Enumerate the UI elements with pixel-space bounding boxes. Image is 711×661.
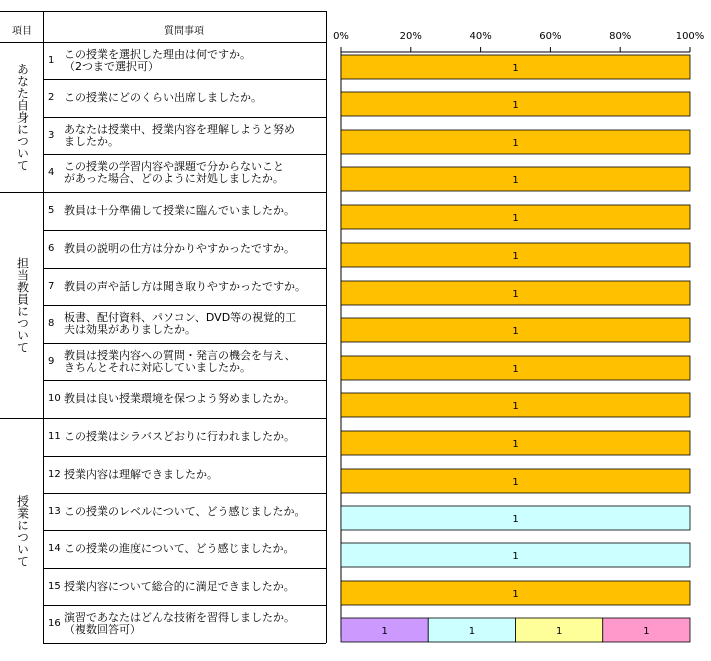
question-number: 10 xyxy=(48,393,61,404)
x-tick-label: 100% xyxy=(675,31,705,42)
bar-data-label: 1 xyxy=(555,626,563,637)
bar-data-label: 1 xyxy=(512,251,519,262)
x-tick-label: 60% xyxy=(539,31,562,42)
question-text: 教員は授業内容への質問・発言の機会を与え、 きちんとそれに対応していましたか。 xyxy=(64,348,296,374)
question-text: この授業の学習内容や課題で分からないこと があった場合、どのように対処しましたか。 xyxy=(64,160,284,185)
question-number: 11 xyxy=(48,431,61,442)
bar-data-label: 1 xyxy=(512,364,519,375)
question-number: 2 xyxy=(48,92,55,103)
bar-data-label: 1 xyxy=(512,401,519,412)
question-number: 4 xyxy=(48,167,55,178)
question-text: この授業を選択した理由は何ですか。 （2つまで選択可） xyxy=(64,47,251,73)
x-tick-label: 20% xyxy=(399,31,422,42)
question-text: 教員は十分準備して授業に臨んでいましたか。 xyxy=(64,204,295,217)
bar-data-label: 1 xyxy=(512,175,519,186)
bar-data-label: 1 xyxy=(512,589,519,600)
question-text: この授業のレベルについて、どう感じましたか。 xyxy=(64,504,306,518)
bar-data-label: 1 xyxy=(512,138,519,149)
bar-data-label: 1 xyxy=(643,626,650,637)
question-text: 板書、配付資料、パソコン、DVD等の視覚的工 夫は効果がありましたか。 xyxy=(64,311,297,336)
question-text: この授業の進度について、どう感じましたか。 xyxy=(64,542,295,555)
bar-data-label: 1 xyxy=(512,100,519,111)
x-tick-label: 40% xyxy=(469,31,492,42)
header-item-label: 項目 xyxy=(12,26,32,37)
bar-data-label: 1 xyxy=(512,289,519,300)
bar-data-label: 1 xyxy=(468,626,476,637)
bar-data-label: 1 xyxy=(512,439,519,450)
question-number: 16 xyxy=(48,618,61,629)
category-label: 担当教員について xyxy=(15,257,30,353)
bar-data-label: 1 xyxy=(512,551,519,562)
question-text: あなたは授業中、授業内容を理解しようと努め ましたか。 xyxy=(64,122,295,148)
header-question-label: 質問事項 xyxy=(164,26,204,37)
question-text: 授業内容について総合的に満足できましたか。 xyxy=(64,579,295,593)
category-label: あなた自身について xyxy=(15,63,30,171)
question-number: 5 xyxy=(48,205,55,216)
question-number: 7 xyxy=(48,280,55,292)
bar-data-label: 1 xyxy=(512,63,519,74)
question-number: 15 xyxy=(48,580,61,592)
question-number: 8 xyxy=(48,318,55,329)
question-text: 授業内容は理解できましたか。 xyxy=(64,467,218,481)
bar-data-label: 1 xyxy=(512,213,519,224)
question-text: 教員の声や話し方は聞き取りやすかったですか。 xyxy=(64,279,306,293)
bar-data-label: 1 xyxy=(512,326,519,337)
question-number: 13 xyxy=(48,505,61,517)
question-text: この授業にどのくらい出席しましたか。 xyxy=(64,91,262,104)
bar-data-label: 1 xyxy=(381,626,388,637)
question-text: 演習であなたはどんな技術を習得しましたか。 （複数回答可） xyxy=(64,611,295,636)
question-text: 教員の説明の仕方は分かりやすかったですか。 xyxy=(64,242,295,255)
x-tick-label: 80% xyxy=(609,31,632,42)
bar-data-label: 1 xyxy=(512,514,519,525)
bar-data-label: 1 xyxy=(512,477,519,488)
question-number: 14 xyxy=(48,543,61,554)
question-number: 6 xyxy=(48,243,55,254)
question-number: 9 xyxy=(48,355,55,367)
question-text: 教員は良い授業環境を保つよう努めましたか。 xyxy=(64,392,295,405)
question-number: 1 xyxy=(48,54,55,66)
category-label: 授業について xyxy=(15,494,30,567)
question-text: この授業はシラバスどおりに行われましたか。 xyxy=(64,430,295,443)
question-number: 3 xyxy=(48,129,55,141)
question-number: 12 xyxy=(48,468,61,480)
x-tick-label: 0% xyxy=(333,31,349,42)
